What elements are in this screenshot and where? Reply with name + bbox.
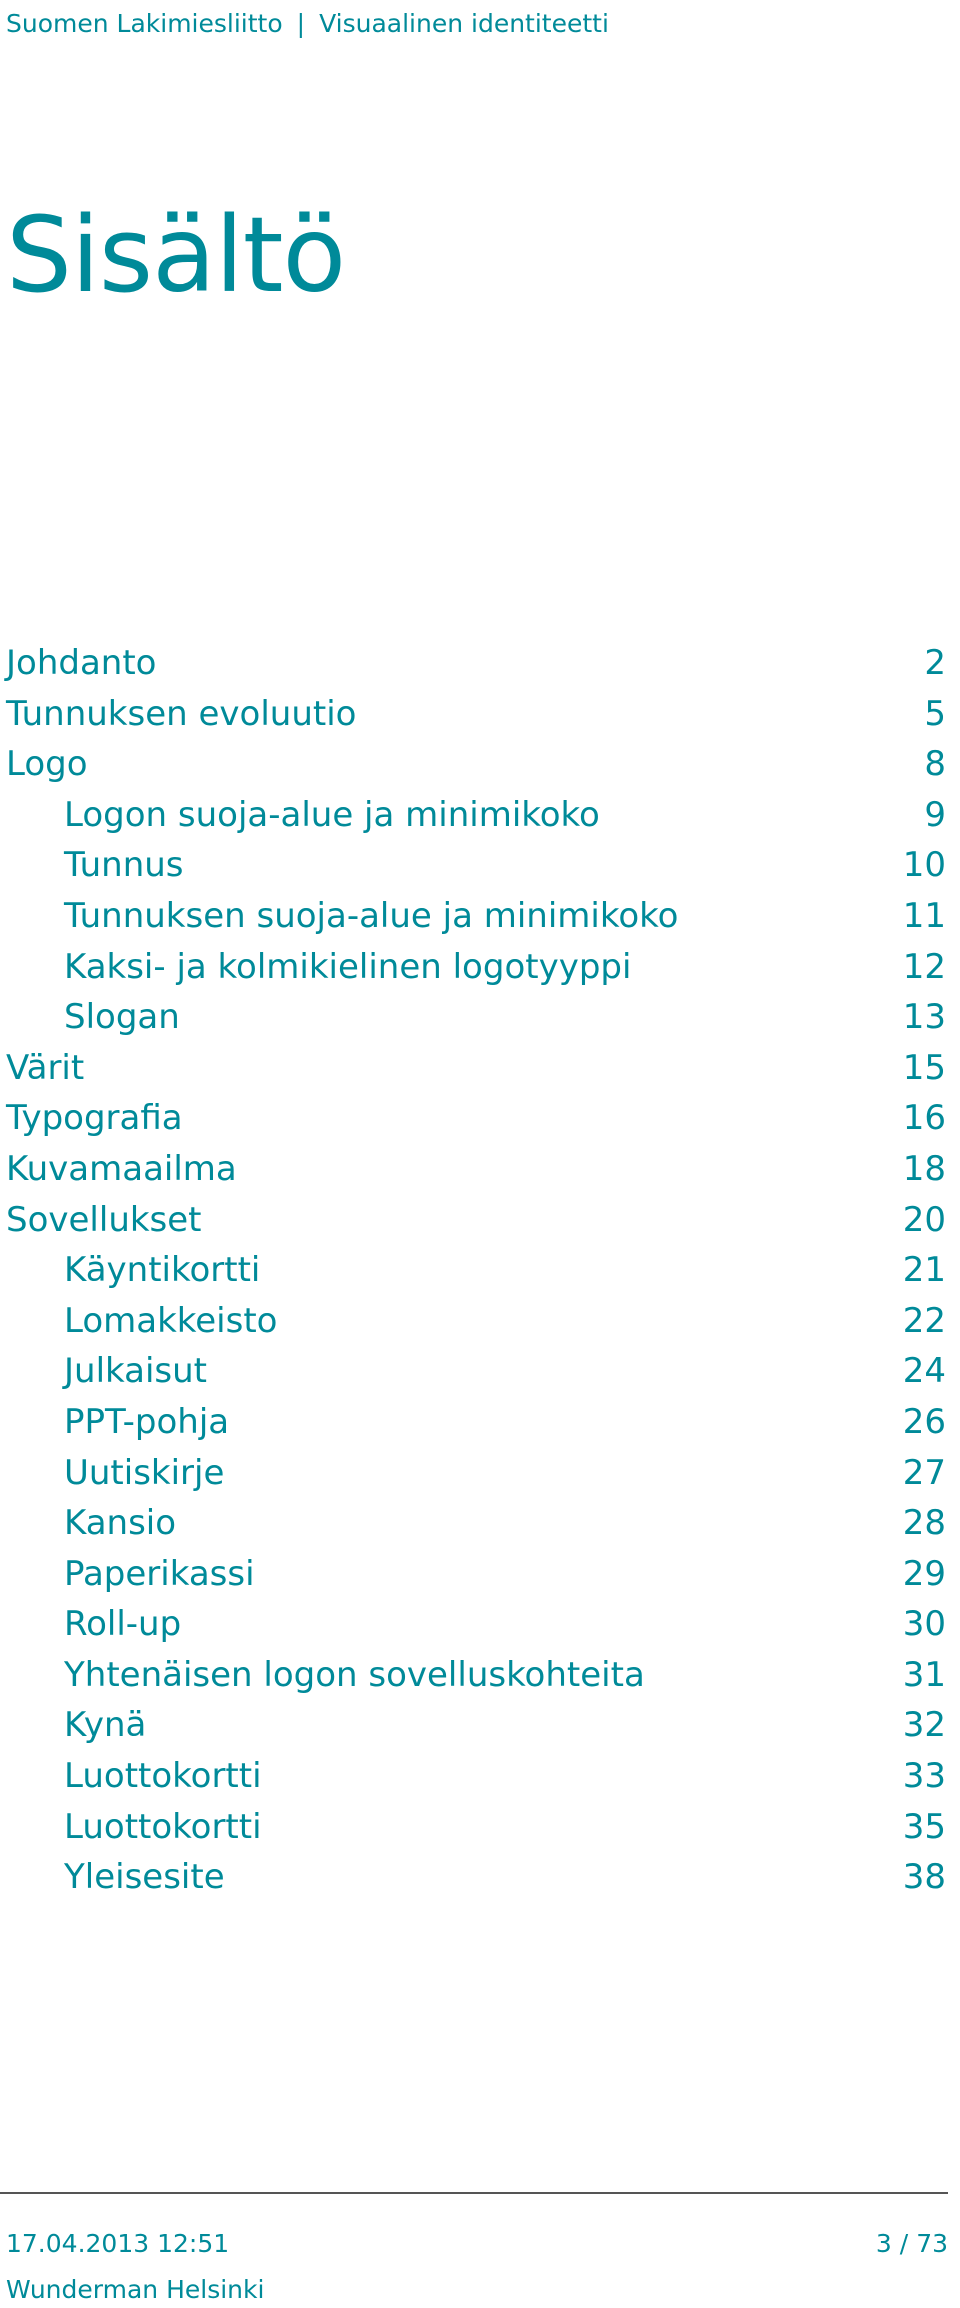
toc-entry-label: Värit <box>6 1047 85 1088</box>
toc-entry-page: 16 <box>902 1098 946 1139</box>
table-of-contents <box>6 638 946 1903</box>
toc-entry-label: Yhtenäisen logon sovelluskohteita <box>64 1654 645 1695</box>
toc-entry[interactable] <box>6 891 946 942</box>
toc-entry[interactable] <box>6 1802 946 1853</box>
toc-entry-label: Lomakkeisto <box>64 1300 278 1341</box>
footer-datetime: 17.04.2013 12:51 <box>6 2229 230 2258</box>
toc-entry[interactable] <box>6 1144 946 1195</box>
toc-entry[interactable] <box>6 1346 946 1397</box>
toc-entry-page: 18 <box>902 1148 946 1189</box>
header-org: Suomen Lakimiesliitto <box>6 9 283 38</box>
toc-entry[interactable] <box>6 840 946 891</box>
page-number <box>876 2226 948 2262</box>
toc-entry-page: 8 <box>924 744 946 785</box>
toc-entry[interactable] <box>6 1043 946 1094</box>
toc-entry-page: 12 <box>902 946 946 987</box>
toc-entry-label: Uutiskirje <box>64 1452 225 1493</box>
toc-entry-label: Typografia <box>6 1098 183 1139</box>
toc-entry[interactable] <box>6 1245 946 1296</box>
toc-entry-page: 9 <box>924 794 946 835</box>
toc-entry-label: Tunnuksen evoluutio <box>6 693 357 734</box>
toc-entry-label: Paperikassi <box>64 1553 255 1594</box>
page-separator: / <box>899 2229 909 2258</box>
header-doc-title: Visuaalinen identiteetti <box>319 9 609 38</box>
toc-entry-page: 35 <box>902 1806 946 1847</box>
toc-entry-label: Tunnus <box>64 845 184 886</box>
toc-entry-label: Tunnuksen suoja-alue ja minimikoko <box>64 895 679 936</box>
toc-entry-label: Johdanto <box>6 643 157 683</box>
toc-entry-label: Kansio <box>64 1503 177 1544</box>
toc-entry-label: Roll-up <box>64 1604 182 1645</box>
toc-entry[interactable] <box>6 1599 946 1650</box>
toc-entry-label: Kuvamaailma <box>6 1148 237 1189</box>
toc-entry-label: Sovellukset <box>6 1199 202 1240</box>
toc-entry[interactable] <box>6 1397 946 1448</box>
toc-entry-page: 13 <box>902 997 946 1038</box>
toc-entry[interactable] <box>6 1195 946 1246</box>
toc-entry-label: PPT-pohja <box>64 1401 230 1442</box>
running-header <box>6 6 609 42</box>
toc-entry-label: Kynä <box>64 1705 147 1746</box>
toc-entry[interactable] <box>6 1093 946 1144</box>
toc-entry[interactable] <box>6 790 946 841</box>
toc-entry[interactable] <box>6 638 946 689</box>
toc-entry-page: 11 <box>902 895 946 936</box>
toc-entry-label: Logo <box>6 744 88 785</box>
toc-entry-page: 33 <box>902 1756 946 1797</box>
page-total: 73 <box>916 2229 948 2258</box>
toc-entry-page: 26 <box>902 1401 946 1442</box>
toc-entry-page: 29 <box>902 1553 946 1594</box>
toc-entry-label: Yleisesite <box>64 1857 225 1898</box>
toc-entry[interactable] <box>6 1296 946 1347</box>
toc-entry[interactable] <box>6 1700 946 1751</box>
toc-entry-label: Kaksi- ja kolmikielinen logotyyppi <box>64 946 632 987</box>
toc-entry-label: Logon suoja-alue ja minimikoko <box>64 794 600 835</box>
toc-entry[interactable] <box>6 942 946 993</box>
toc-entry[interactable] <box>6 739 946 790</box>
toc-entry[interactable] <box>6 1650 946 1701</box>
toc-entry[interactable] <box>6 1852 946 1903</box>
toc-entry[interactable] <box>6 1498 946 1549</box>
toc-entry-page: 20 <box>902 1199 946 1240</box>
page-title: Sisältö <box>6 194 346 316</box>
toc-entry-page: 22 <box>902 1300 946 1341</box>
toc-entry[interactable] <box>6 689 946 740</box>
toc-entry[interactable] <box>6 992 946 1043</box>
toc-entry[interactable] <box>6 1549 946 1600</box>
footer-divider <box>0 2192 948 2194</box>
toc-entry-page: 28 <box>902 1503 946 1544</box>
toc-entry-label: Julkaisut <box>64 1351 207 1392</box>
toc-entry-page: 24 <box>902 1351 946 1392</box>
page-current: 3 <box>875 2229 892 2258</box>
toc-entry-label: Käyntikortti <box>64 1250 261 1291</box>
toc-entry-page: 15 <box>902 1047 946 1088</box>
toc-entry-label: Luottokortti <box>64 1756 262 1797</box>
toc-entry-page: 32 <box>902 1705 946 1746</box>
toc-entry-page: 10 <box>902 845 946 886</box>
toc-entry-page: 31 <box>902 1654 946 1695</box>
toc-entry[interactable] <box>6 1751 946 1802</box>
toc-entry-page: 30 <box>902 1604 946 1645</box>
toc-entry-label: Luottokortti <box>64 1806 262 1847</box>
toc-entry-page: 5 <box>924 693 946 734</box>
toc-entry-page: 2 <box>924 643 946 683</box>
toc-entry-page: 38 <box>902 1857 946 1898</box>
header-separator: | <box>296 9 306 38</box>
toc-entry-page: 21 <box>902 1250 946 1291</box>
toc-entry-page: 27 <box>902 1452 946 1493</box>
footer-company: Wunderman Helsinki <box>6 2275 265 2304</box>
toc-entry[interactable] <box>6 1448 946 1499</box>
toc-entry-label: Slogan <box>64 997 180 1038</box>
